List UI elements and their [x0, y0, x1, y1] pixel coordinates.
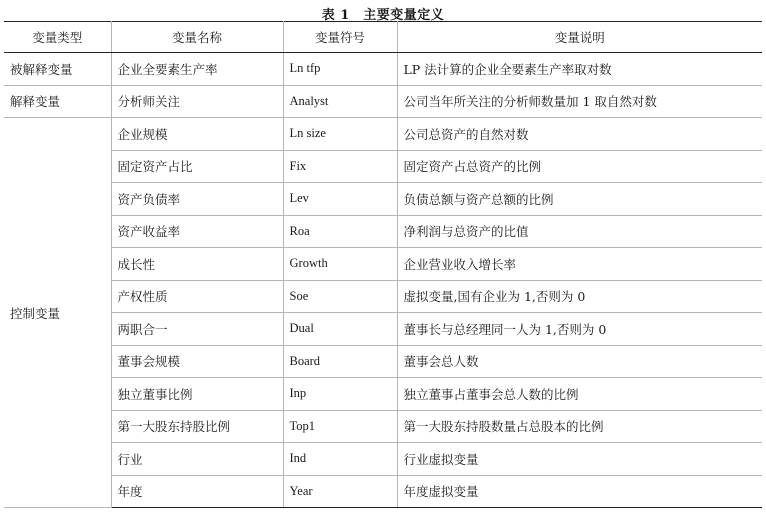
table-row: [4, 280, 762, 313]
table-row: [4, 248, 762, 281]
cell-variable-symbol: Board: [283, 345, 397, 378]
cell-variable-symbol: Soe: [283, 280, 397, 313]
table-row: [4, 85, 762, 118]
cell-variable-name: 成长性: [111, 248, 283, 281]
cell-variable-description: 董事会总人数: [397, 345, 762, 378]
cell-variable-symbol: Ln size: [283, 118, 397, 151]
cell-variable-description: 负债总额与资产总额的比例: [397, 183, 762, 216]
table-row: [4, 345, 762, 378]
cell-variable-description: 独立董事占董事会总人数的比例: [397, 378, 762, 411]
table-row: [4, 378, 762, 411]
cell-variable-type: 控制变量: [4, 118, 111, 508]
cell-variable-name: 分析师关注: [111, 85, 283, 118]
cell-variable-symbol: Growth: [283, 248, 397, 281]
cell-variable-type: 解释变量: [4, 85, 111, 118]
header-variable-symbol: 变量符号: [283, 22, 397, 53]
cell-variable-name: 产权性质: [111, 280, 283, 313]
table-row: [4, 118, 762, 151]
cell-variable-name: 行业: [111, 443, 283, 476]
cell-variable-name: 企业规模: [111, 118, 283, 151]
cell-variable-symbol: Analyst: [283, 85, 397, 118]
cell-variable-name: 董事会规模: [111, 345, 283, 378]
cell-variable-symbol: Lev: [283, 183, 397, 216]
cell-variable-symbol: Inp: [283, 378, 397, 411]
cell-variable-description: 公司总资产的自然对数: [397, 118, 762, 151]
table-header-row: [4, 22, 762, 53]
cell-variable-symbol: Fix: [283, 150, 397, 183]
cell-variable-description: 虚拟变量,国有企业为 1,否则为 0: [397, 280, 762, 313]
cell-variable-symbol: Year: [283, 475, 397, 508]
cell-variable-name: 独立董事比例: [111, 378, 283, 411]
cell-variable-description: LP 法计算的企业全要素生产率取对数: [397, 53, 762, 86]
cell-variable-description: 公司当年所关注的分析师数量加 1 取自然对数: [397, 85, 762, 118]
cell-variable-name: 两职合一: [111, 313, 283, 346]
cell-variable-description: 企业营业收入增长率: [397, 248, 762, 281]
cell-variable-name: 资产负债率: [111, 183, 283, 216]
cell-variable-name: 年度: [111, 475, 283, 508]
table-row: [4, 410, 762, 443]
cell-variable-symbol: Top1: [283, 410, 397, 443]
cell-variable-description: 董事长与总经理同一人为 1,否则为 0: [397, 313, 762, 346]
cell-variable-description: 第一大股东持股数量占总股本的比例: [397, 410, 762, 443]
cell-variable-symbol: Ln tfp: [283, 53, 397, 86]
cell-variable-symbol: Ind: [283, 443, 397, 476]
cell-variable-description: 净利润与总资产的比值: [397, 215, 762, 248]
table-row: [4, 183, 762, 216]
table-row: [4, 150, 762, 183]
cell-variable-name: 固定资产占比: [111, 150, 283, 183]
header-variable-type: 变量类型: [4, 22, 111, 53]
variable-definition-table: [4, 21, 762, 508]
cell-variable-type: 被解释变量: [4, 53, 111, 86]
cell-variable-name: 企业全要素生产率: [111, 53, 283, 86]
cell-variable-description: 固定资产占总资产的比例: [397, 150, 762, 183]
cell-variable-symbol: Dual: [283, 313, 397, 346]
table-row: [4, 443, 762, 476]
table-row: [4, 215, 762, 248]
table-row: [4, 313, 762, 346]
table-row: [4, 475, 762, 508]
header-variable-description: 变量说明: [397, 22, 762, 53]
cell-variable-symbol: Roa: [283, 215, 397, 248]
cell-variable-description: 年度虚拟变量: [397, 475, 762, 508]
cell-variable-name: 资产收益率: [111, 215, 283, 248]
cell-variable-description: 行业虚拟变量: [397, 443, 762, 476]
table-row: [4, 53, 762, 86]
header-variable-name: 变量名称: [111, 22, 283, 53]
cell-variable-name: 第一大股东持股比例: [111, 410, 283, 443]
table-caption: 表 1 主要变量定义: [321, 8, 445, 23]
